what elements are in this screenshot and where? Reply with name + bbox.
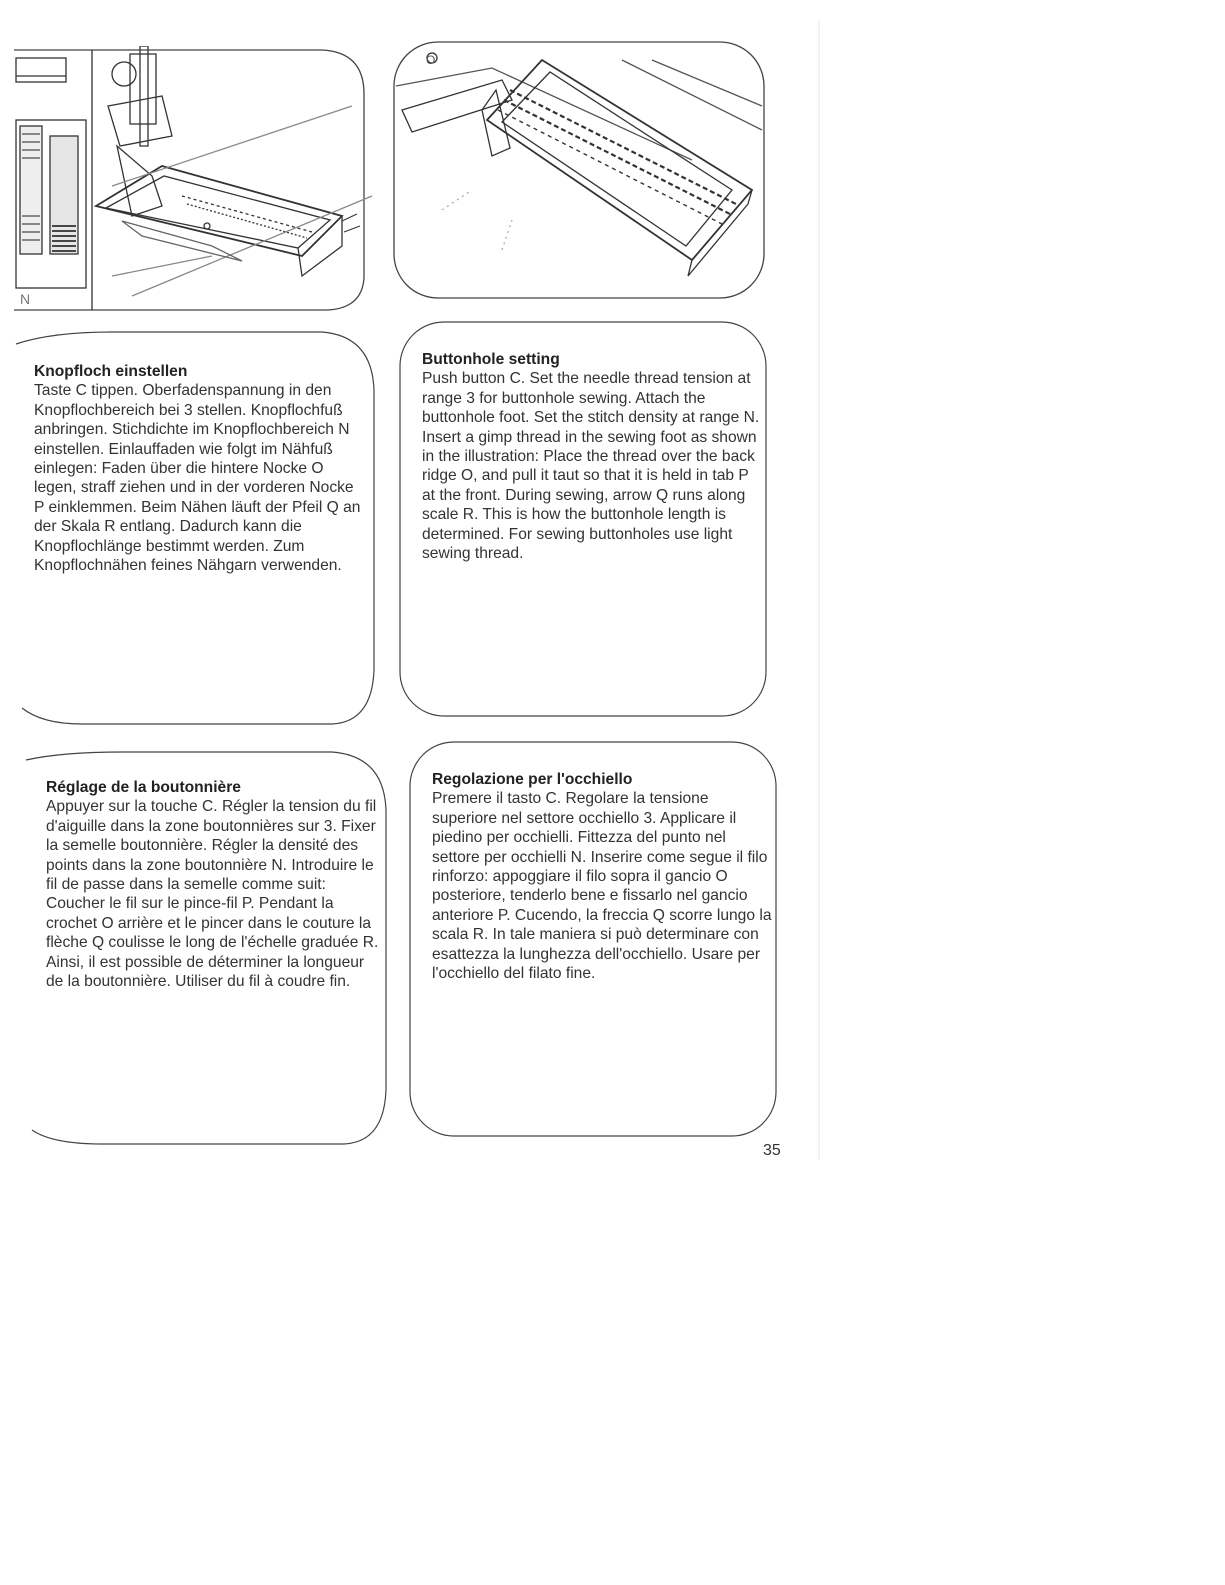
section-title-french: Réglage de la boutonnière xyxy=(46,779,241,796)
panel-italian xyxy=(408,740,782,1140)
section-body-german: Taste C tippen. Oberfadenspannung in den Knopflochbereich bei 3 stellen. Knopflochfuß anbringen. Stichdichte im Knopflochbereich N einstellen. Einlauffaden wie folgt im Nähfuß einlegen: Faden über die hintere Nocke O legen, straff ziehen und in der vorderen Nocke P einklemmen. Beim Nähen läuft der Pfeil Q an der Skala R entlang. Dadurch kann die Knopflochlänge bestimmt werden. Zum Knopflochnähen feines Nähgarn verwenden. xyxy=(34,382,361,575)
page-edge-shadow xyxy=(818,20,820,1160)
illustration-machine-buttonhole-foot xyxy=(12,46,380,316)
section-title-english: Buttonhole setting xyxy=(422,351,560,368)
section-body-italian: Premere il tasto C. Regolare la tensione superiore nel settore occhiello 3. Applicare il piedino per occhielli. Fittezza del punto nel settore per occhielli N. Inserire come segue il filo rinforzo: appoggiare il filo sopra il gancio O posteriore, tenderlo bene e fissarlo nel gancio anteriore P. Cucendo, la freccia Q scorre lungo la scala R. In tale maniera si può determinare con esattezza la lunghezza dell'occhiello. Usare per l'occhiello del filato fine. xyxy=(432,790,772,983)
illustration-buttonhole-foot-closeup xyxy=(392,40,770,302)
section-title-italian: Regolazione per l'occhiello xyxy=(432,771,633,788)
panel-french xyxy=(22,750,392,1146)
label-n: N xyxy=(20,291,31,307)
page-number: 35 xyxy=(763,1142,781,1159)
label-o: O xyxy=(426,53,436,67)
panel-english xyxy=(398,320,772,720)
section-body-french: Appuyer sur la touche C. Régler la tension du fil d'aiguille dans la zone boutonnières sur 3. Fixer la semelle boutonnière. Régler la densité des points dans la zone boutonnière N. Introduire le fil de passe dans la semelle comme suit: Coucher le fil sur le pince-fil P. Pendant la crochet O arrière et le pincer dans le couture la flèche Q coulisse le long de l'échelle graduée R. Ainsi, il est possible de déterminer la longueur de la boutonnière. Utiliser du fil à coudre fin. xyxy=(46,798,379,991)
section-title-german: Knopfloch einstellen xyxy=(34,363,188,380)
panel-german xyxy=(12,330,380,726)
section-body-english: Push button C. Set the needle thread tension at range 3 for buttonhole sewing. Attach the buttonhole foot. Set the stitch density at range N. Insert a gimp thread in the sewing foot as shown in the illustration: Place the thread over the back ridge O, and pull it taut so that it is held in tab P at the front. During sewing, arrow Q runs along scale R. This is how the buttonhole length is determined. For sewing buttonholes use light sewing thread. xyxy=(422,370,760,563)
